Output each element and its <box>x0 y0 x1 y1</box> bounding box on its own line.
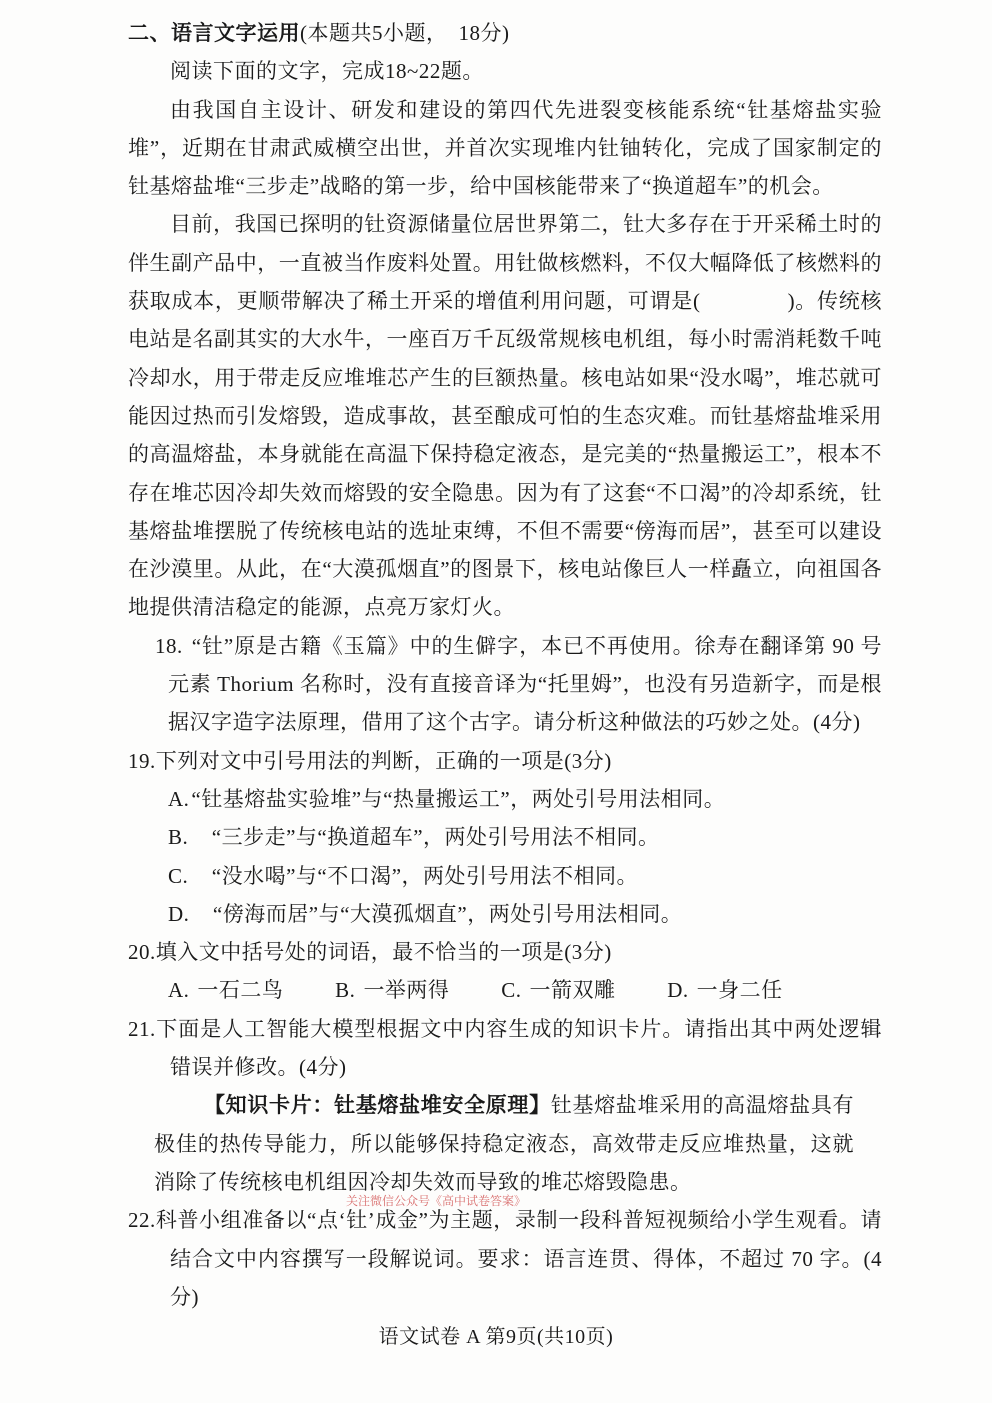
question-22-text: 科普小组准备以“点‘钍’成金”为主题，录制一段科普短视频给小学生观看。请结合文中内容撰写一段解说词。要求：语言连贯、得体，不超过 70 字。(4分) <box>155 1208 882 1309</box>
option-c-text: “没水喝”与“不口渴”，两处引号用法不相同。 <box>190 863 639 888</box>
question-20-stem: 填入文中括号处的词语，最不恰当的一项是(3分) <box>155 940 612 965</box>
option-a-text: 一石二鸟 <box>197 978 284 1003</box>
question-20-option-b <box>335 971 449 1009</box>
question-19-option-c <box>168 857 882 895</box>
knowledge-card-text: 钍基熔盐堆采用的高温熔盐具有极佳的热传导能力，所以能够保持稳定液态，高效带走反应堆热量，这就消除了传统核电机组因冷却失效而导致的堆芯熔毁隐患。 <box>154 1093 855 1194</box>
question-20-option-a <box>168 971 283 1009</box>
question-21-number: 21. <box>128 1016 156 1041</box>
question-18-number: 18. <box>155 633 183 658</box>
question-20-options <box>168 971 882 1009</box>
question-18 <box>128 627 882 742</box>
question-22 <box>128 1201 882 1316</box>
question-19-option-a <box>168 780 882 818</box>
section-heading-points: (本题共5小题， 18分) <box>300 21 510 45</box>
option-a-text: “钍基熔盐实验堆”与“热量搬运工”，两处引号用法相同。 <box>191 786 726 811</box>
passage-paragraph-1: 由我国自主设计、研发和建设的第四代先进裂变核能系统“钍基熔盐实验堆”，近期在甘肃武威横空出世，并首次实现堆内钍铀转化，完成了国家制定的钍基熔盐堆“三步走”战略的第一步，给中国核能带来了“换道超车”的机会。 <box>128 97 882 199</box>
option-b-label: B. <box>335 978 356 1003</box>
section-heading <box>128 14 882 52</box>
question-19-number: 19. <box>128 748 156 773</box>
option-d-label: D. <box>667 978 689 1003</box>
option-a-label: A. <box>168 786 190 811</box>
question-19-option-d <box>168 895 882 933</box>
question-20-number: 20. <box>128 940 156 965</box>
question-19-stem: 下列对文中引号用法的判断，正确的一项是(3分) <box>155 748 612 773</box>
option-d-text: “傍海而居”与“大漠孤烟直”，两处引号用法相同。 <box>191 901 683 926</box>
question-22-number: 22. <box>128 1208 156 1233</box>
option-b-text: “三步走”与“换道超车”，两处引号用法不相同。 <box>190 825 660 850</box>
section-heading-title: 二、语言文字运用 <box>128 21 300 45</box>
watermark: 关注微信公众号《高中试卷答案》 <box>346 1194 527 1208</box>
question-20-option-d <box>667 971 782 1009</box>
option-d-label: D. <box>168 901 190 926</box>
exam-page <box>128 14 882 1316</box>
question-21 <box>128 1010 882 1087</box>
option-d-text: 一身二任 <box>696 978 783 1003</box>
reading-instruction: 阅读下面的文字，完成18~22题。 <box>170 59 484 84</box>
question-21-text: 下面是人工智能大模型根据文中内容生成的知识卡片。请指出其中两处逻辑错误并修改。(4分) <box>155 1016 882 1080</box>
question-20 <box>128 933 882 971</box>
option-a-label: A. <box>168 978 190 1003</box>
question-20-option-c <box>501 971 615 1009</box>
passage-paragraph-2: 目前，我国已探明的钍资源储量位居世界第二，钍大多存在于开采稀土时的伴生副产品中，一直被当作废料处置。用钍做核燃料，不仅大幅降低了核燃料的获取成本，更顺带解决了稀土开采的增值利用问题，可谓是( )。传统核电站是名副其实的大水牛，一座百万千瓦级常规核电机组，每小时需消耗数千吨冷却水，用于带走反应堆堆芯产生的巨额热量。核电站如果“没水喝”，堆芯就可能因过热而引发熔毁，造成事故，甚至酿成可怕的生态灾难。而钍基熔盐堆采用的高温熔盐，本身就能在高温下保持稳定液态，是完美的“热量搬运工”，根本不存在堆芯因冷却失效而熔毁的安全隐患。因为有了这套“不口渴”的冷却系统，钍基熔盐堆摆脱了传统核电站的选址束缚，不但不需要“傍海而居”，甚至可以建设在沙漠里。从此，在“大漠孤烟直”的图景下，核电站像巨人一样矗立，向祖国各地提供清洁稳定的能源，点亮万家灯火。 <box>128 212 882 620</box>
page-footer: 语文试卷 A 第9页(共10页) <box>378 1326 614 1348</box>
option-c-label: C. <box>501 978 522 1003</box>
question-19 <box>128 742 882 780</box>
option-b-text: 一举两得 <box>363 978 450 1003</box>
question-18-text: “钍”原是古籍《玉篇》中的生僻字，本已不再使用。徐寿在翻译第 90 号元素 Thorium 名称时，没有直接音译为“托里姆”，也没有另造新字，而是根据汉字造字法原理，借用了这个古字。请分析这种做法的巧妙之处。(4分) <box>168 633 882 735</box>
knowledge-card <box>154 1086 854 1201</box>
option-b-label: B. <box>168 825 189 850</box>
knowledge-card-title: 【知识卡片：钍基熔盐堆安全原理】 <box>204 1093 551 1118</box>
option-c-text: 一箭双雕 <box>529 978 616 1003</box>
question-19-option-b <box>168 818 882 856</box>
option-c-label: C. <box>168 863 189 888</box>
